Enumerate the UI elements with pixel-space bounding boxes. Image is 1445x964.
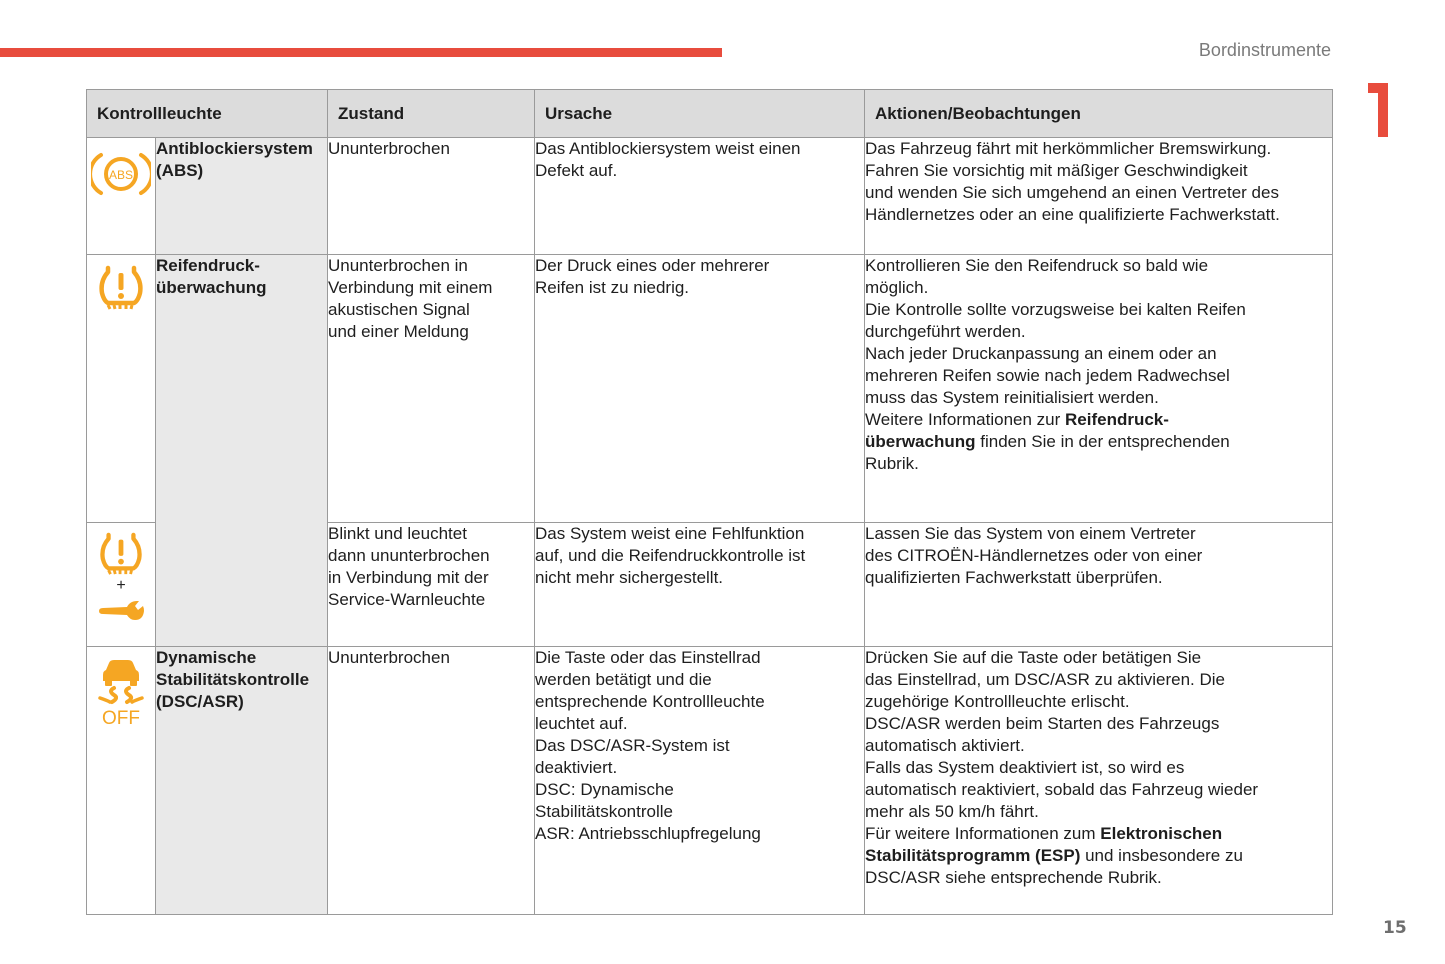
text-line: und wenden Sie sich umgehend an einen Vertreter des <box>865 183 1279 202</box>
name-line: Reifendruck- <box>156 256 260 275</box>
text-line: nicht mehr sichergestellt. <box>535 568 724 587</box>
text-line: des CITROËN-Händlernetzes oder von einer <box>865 546 1203 565</box>
text-line: Reifen ist zu niedrig. <box>535 278 690 297</box>
name-line: (DSC/ASR) <box>156 692 244 711</box>
text-line: Händlernetzes oder an eine qualifizierte Fachwerkstatt. <box>865 205 1280 224</box>
text-line: DSC/ASR werden beim Starten des Fahrzeugs <box>865 714 1220 733</box>
text-line: Das Antiblockiersystem weist einen <box>535 139 801 158</box>
text-line: das Einstellrad, um DSC/ASR zu aktivieren. Die <box>865 670 1225 689</box>
icon-cell <box>87 138 156 255</box>
aktionen-cell <box>865 523 1333 647</box>
section-reference: Elektronischen <box>1100 824 1223 843</box>
text-line: Die Kontrolle sollte vorzugsweise bei kalten Reifen <box>865 300 1246 319</box>
name-line: überwachung <box>156 278 267 297</box>
text-line: qualifizierten Fachwerkstatt überprüfen. <box>865 568 1163 587</box>
column-header-zustand: Zustand <box>328 90 535 138</box>
svg-text:ABS: ABS <box>108 168 134 182</box>
text-line: Nach jeder Druckanpassung an einem oder an <box>865 344 1217 363</box>
text-line: Ununterbrochen <box>328 648 450 667</box>
text-line: muss das System reinitialisiert werden. <box>865 388 1159 407</box>
section-reference: Stabilitätsprogramm (ESP) <box>865 846 1081 865</box>
zustand-cell <box>328 255 535 523</box>
aktionen-cell <box>865 138 1333 255</box>
text-line: automatisch aktiviert. <box>865 736 1025 755</box>
warning-name <box>156 255 328 647</box>
text-line: in Verbindung mit der <box>328 568 489 587</box>
name-line: Antiblockiersystem <box>156 139 313 158</box>
wrench-service-icon <box>97 600 145 622</box>
text-line: zugehörige Kontrollleuchte erlischt. <box>865 692 1130 711</box>
text-line: Fahren Sie vorsichtig mit mäßiger Geschwindigkeit <box>865 161 1248 180</box>
icon-cell <box>87 255 156 523</box>
text-line: Ununterbrochen in <box>328 256 468 275</box>
abs-warning-icon <box>91 149 151 199</box>
ursache-cell <box>535 138 865 255</box>
text-line: Das DSC/ASR-System ist <box>535 736 730 755</box>
text-line: ASR: Antriebsschlupfregelung <box>535 824 761 843</box>
dsc-off-icon <box>96 657 146 727</box>
text-line: leuchtet auf. <box>535 714 628 733</box>
text-line: Ununterbrochen <box>328 139 450 158</box>
text-line: mehreren Reifen sowie nach jedem Radwechsel <box>865 366 1230 385</box>
warning-name <box>156 138 328 255</box>
text-line: dann ununterbrochen <box>328 546 490 565</box>
header-accent-bar <box>0 48 722 57</box>
name-line: Stabilitätskontrolle <box>156 670 310 689</box>
ref-suffix: und insbesondere zu <box>1080 846 1243 865</box>
text-line: DSC: Dynamische <box>535 780 674 799</box>
plus-sign: + <box>116 577 126 594</box>
text-line <box>865 845 1332 867</box>
zustand-cell <box>328 647 535 915</box>
text-line: Das System weist eine Fehlfunktion <box>535 524 805 543</box>
text-line: Falls das System deaktiviert ist, so wird es <box>865 758 1185 777</box>
text-line: und einer Meldung <box>328 322 469 341</box>
table-row-dsc-asr <box>87 647 1333 915</box>
icon-cell <box>87 523 156 647</box>
text-line: Der Druck eines oder mehrerer <box>535 256 770 275</box>
text-line: werden betätigt und die <box>535 670 712 689</box>
aktionen-cell <box>865 647 1333 915</box>
zustand-cell <box>328 523 535 647</box>
name-line: (ABS) <box>156 161 204 180</box>
section-reference: überwachung <box>865 432 976 451</box>
text-line: möglich. <box>865 278 929 297</box>
ref-prefix: Weitere Informationen zur <box>865 410 1065 429</box>
text-line: Verbindung mit einem <box>328 278 493 297</box>
page-number: 15 <box>1383 918 1407 938</box>
column-header-kontrollleuchte: Kontrollleuchte <box>87 90 328 138</box>
warning-name <box>156 647 328 915</box>
text-line: Kontrollieren Sie den Reifendruck so bald wie <box>865 256 1209 275</box>
svg-text:OFF: OFF <box>102 708 140 727</box>
text-line: deaktiviert. <box>535 758 618 777</box>
chapter-number <box>1368 80 1396 140</box>
text-line: mehr als 50 km/h fährt. <box>865 802 1039 821</box>
table-header-row <box>87 90 1333 138</box>
warning-lights-table <box>86 89 1333 915</box>
text-line: durchgeführt werden. <box>865 322 1026 341</box>
aktionen-cell <box>865 255 1333 523</box>
column-header-aktionen: Aktionen/Beobachtungen <box>865 90 1333 138</box>
zustand-cell <box>328 138 535 255</box>
icon-cell <box>87 647 156 915</box>
ref-prefix: Für weitere Informationen zum <box>865 824 1101 843</box>
text-line: Defekt auf. <box>535 161 618 180</box>
text-line: DSC/ASR siehe entsprechende Rubrik. <box>865 868 1162 887</box>
text-line: Rubrik. <box>865 454 919 473</box>
text-line: Stabilitätskontrolle <box>535 802 673 821</box>
text-line <box>865 431 1332 453</box>
text-line: Lassen Sie das System von einem Vertreter <box>865 524 1196 543</box>
text-line: akustischen Signal <box>328 300 470 319</box>
ursache-cell <box>535 647 865 915</box>
section-title: Bordinstrumente <box>1198 40 1331 60</box>
text-line: Drücken Sie auf die Taste oder betätigen Sie <box>865 648 1202 667</box>
text-line: automatisch reaktiviert, sobald das Fahrzeug wieder <box>865 780 1259 799</box>
tire-pressure-warning-icon <box>96 265 146 311</box>
text-line: entsprechende Kontrollleuchte <box>535 692 765 711</box>
text-line: Service-Warnleuchte <box>328 590 486 609</box>
text-line <box>865 823 1332 845</box>
ref-suffix: finden Sie in der entsprechenden <box>975 432 1230 451</box>
tire-pressure-warning-icon <box>96 532 146 576</box>
text-line: Das Fahrzeug fährt mit herkömmlicher Bremswirkung. <box>865 139 1272 158</box>
text-line: Blinkt und leuchtet <box>328 524 467 543</box>
text-line: Die Taste oder das Einstellrad <box>535 648 761 667</box>
column-header-ursache: Ursache <box>535 90 865 138</box>
text-line: auf, und die Reifendruckkontrolle ist <box>535 546 806 565</box>
ursache-cell <box>535 255 865 523</box>
name-line: Dynamische <box>156 648 257 667</box>
ursache-cell <box>535 523 865 647</box>
table-row-abs <box>87 138 1333 255</box>
section-reference: Reifendruck- <box>1065 410 1169 429</box>
text-line <box>865 409 1332 431</box>
table-row-tire-pressure <box>87 255 1333 523</box>
